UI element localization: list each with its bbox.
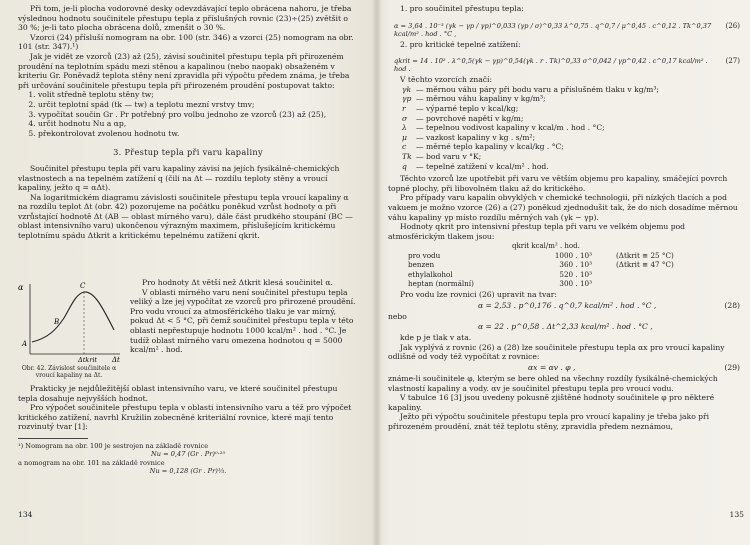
- qkrit-table: [408, 242, 678, 288]
- y-axis-label: α: [18, 283, 24, 292]
- symbol: σ: [402, 113, 408, 123]
- left-intro: [18, 4, 358, 243]
- figure-42: [14, 278, 124, 382]
- paragraph-qkrit-values: Hodnoty qkrit pro intensivní přestup tepla při varu ve velkém objemu pod atmosférickým tlakem jsou:: [388, 222, 686, 241]
- paragraph-water: Pro vodu lze rovnici (26) upravit na tvar:: [400, 290, 557, 300]
- equation-27: qkrit = 14 . 10² . λ^0,5(γk − γp)^0,54(γk . r . Tk)^0,33 σ^0,042 / γp^0,42 . c^0,17 kcal/m² . hod .: [394, 57, 708, 74]
- table-cell: ethylalkohol: [408, 269, 453, 279]
- symbol-meaning: — tepelné zatížení v kcal/m² . hod.: [416, 161, 549, 171]
- table-cell: 520 . 10³: [559, 269, 592, 279]
- footnote-equation-1: Nu = 0,47 (Gr . Pr)⁰·²⁵: [151, 450, 225, 459]
- equation-28-alt-block: [388, 321, 744, 333]
- section-paragraph-5: Prakticky je nejdůležitější oblast intensivního varu, ve které součinitel přestupu tepla dosahuje nejvyšších hodnot.: [18, 384, 338, 403]
- equation-29-number: (29): [724, 363, 740, 373]
- symbol-meaning: — bod varu v °K;: [416, 151, 482, 161]
- table-cell: 300 . 10³: [559, 278, 592, 288]
- equation-29-block: [388, 362, 744, 374]
- intro-paragraph-1: Při tom, je-li plocha vodorovné desky odevzdávající teplo obrácena nahoru, je třeba výslednou hodnotu součinitele přestupu tepla z příslušných rovnic (23)÷(25) zvětšit o 30 %; je-li tato plocha obrácena dolů, zmenšit o 30 %.: [18, 4, 352, 33]
- symbol-meaning: — výparné teplo v kcal/kg;: [416, 103, 519, 113]
- symbol-row: [402, 133, 744, 143]
- table-cell: [596, 270, 678, 279]
- table-cell: [596, 279, 678, 288]
- symbol: γk: [402, 84, 412, 94]
- symbol-row: [402, 94, 744, 104]
- paragraph-table-16: V tabulce 16 [3] jsou uvedeny pokusně zjištěné hodnoty součinitele φ pro některé kapaliny.: [388, 393, 715, 412]
- footnote-equation-2: Nu = 0,128 (Gr . Pr)⅓.: [149, 467, 227, 476]
- paragraph-technology: Pro případy varu kapalin obvyklých v chemické technologii, při nízkých tlacích a pod vakuem je možno vzorce (26) a (27) poněkud zjednodušit tak, že do nich dosadíme měrnou váhu kapaliny γp místo rozdílu měrných vah (γk − γp).: [388, 193, 738, 222]
- section-paragraph-1: Součinitel přestupu tepla při varu kapaliny závisí na jejích fysikálně-chemických vlastnostech a na tepelném zatížení q (čili na Δt — rozdílu teploty stěny a vroucí kapaliny, ježto q = αΔt).: [18, 163, 340, 193]
- paragraph-phi: známe-li součinitele φ, kterým se bere ohled na všechny rozdíly fysikálně-chemických vlastností kapaliny a vody. αv je součinitel přestupu tepla pro vroucí vodu.: [388, 374, 718, 393]
- table-cell: 1000 . 10³: [554, 251, 592, 261]
- critical-label: Δtkrit: [78, 356, 98, 362]
- item-1-heading: 1. pro součinitel přestupu tepla:: [400, 4, 524, 13]
- left-figure-side-text: [130, 278, 358, 355]
- left-page-number: 134: [18, 510, 33, 519]
- section-paragraph-2: Na logaritmickém diagramu závislosti součinitele přestupu tepla vroucí kapaliny α na rozdílu teplot Δt (obr. 42) pozorujeme na počátku poněkud vzrůst hodnoty α při vzrůstající hodnotě Δt (AB — oblast mírného varu), dále část prudkého stoupání (BC — oblast intensivního varu) ukončenou výrazným maximem, příslušejícím kritickému teplotnímu spádu Δtkrit a kritickému tepelnému zatížení qkrit.: [18, 192, 353, 241]
- paragraph-ratio: Jak vyplývá z rovnic (26) a (28) lze součinitele přestupu tepla αx pro vroucí kapaliny odlišné od vody též vypočítat z rovnice:: [388, 342, 725, 362]
- footnote-1: ¹) Nomogram na obr. 100 je sestrojen na základě rovnice: [18, 441, 209, 450]
- table-cell: pro vodu: [408, 251, 441, 261]
- item-2-heading: 2. pro kritické tepelné zatížení:: [400, 39, 521, 49]
- boiling-curve: [32, 292, 114, 342]
- table-cell: benzen: [408, 260, 435, 270]
- symbol-meaning: — povrchové napětí v kg/m;: [416, 113, 524, 123]
- equation-26-block: [388, 16, 744, 38]
- symbol-meaning: — měrnou váhu páry při bodu varu a příslušném tlaku v kg/m³;: [416, 84, 659, 94]
- equation-29: αx = αv . φ ,: [528, 363, 576, 373]
- section-heading: 3. Přestup tepla při varu kapaliny: [113, 147, 263, 158]
- symbol: Tk: [402, 151, 412, 161]
- left-page: [0, 0, 372, 545]
- book-gutter: [372, 0, 382, 545]
- symbol-meaning: — měrnou váhu kapaliny v kg/m³;: [416, 94, 546, 104]
- symbol: q: [402, 161, 407, 171]
- symbol-meaning: — tepelnou vodivost kapaliny v kcal/m . hod . °C;: [416, 123, 605, 133]
- equation-27-number: (27): [725, 57, 740, 66]
- right-page-number: 135: [729, 510, 744, 519]
- symbol-row: [402, 152, 744, 162]
- intro-paragraph-3: Jak je vidět ze vzorců (23) až (25), závisí součinitel přestupu tepla při přirozeném proudění na teplotním spádu mezi stěnou a kapalinou (nebo naopak) obsaženém v kriteriu Gr. Poněvadž teplota stěny není zpravidla při výpočtu předem známa, je třeba při určování součinitele přestupu tepla při přirozeném proudění postupovat takto:: [18, 51, 350, 90]
- symbol-row: [402, 142, 744, 152]
- symbol-row: [402, 162, 744, 172]
- step-item: 2. určit teplotní spád (tk — tw) a teplotu mezní vrstvy tmv;: [38, 100, 358, 110]
- symbol: γp: [402, 94, 412, 104]
- intro-paragraph-2: Vzorci (24) přísluší nomogram na obr. 100 (str. 346) a vzorci (25) nomogram na obr. 101 (str. 347).¹): [18, 32, 354, 52]
- equation-26-number: (26): [725, 21, 740, 30]
- table-cell: (Δtkrit ≅ 47 °C): [616, 260, 674, 270]
- procedure-steps: [18, 90, 358, 138]
- table-cell: heptan (normální): [408, 278, 474, 288]
- point-a-label: A: [22, 340, 28, 348]
- equation-28-alt: α = 22 . p^0,58 . Δt^2,33 kcal/m² . hod . °C ,: [478, 322, 653, 332]
- section-paragraph-4: V oblasti mírného varu není součinitel přestupu tepla veliký a lze jej vypočítat ze vzorců pro přirozené proudění. Pro vodu vroucí za atmosférického tlaku je var mírný, pokud Δt < 5 °C, při čemž součinitel přestupu tepla v této oblasti nepřestupuje hodnotu 1000 kcal/m² . hod . °C. Je tudíž oblast mírného varu omezena hodnotou q = 5000 kcal/m² . hod.: [130, 287, 356, 355]
- symbol-meaning: — vazkost kapaliny v kg . s/m²;: [416, 132, 535, 142]
- symbol-row: [402, 114, 744, 124]
- right-page: [382, 0, 750, 545]
- symbol-row: [402, 104, 744, 114]
- symbol-row: [402, 85, 744, 95]
- section-paragraph-3: Pro hodnoty Δt větší než Δtkrit klesá součinitel α.: [142, 278, 333, 287]
- paragraph-pressure: kde p je tlak v ata.: [400, 333, 472, 343]
- table-row: [408, 270, 678, 279]
- table-header: qkrit kcal/m² . hod.: [512, 242, 580, 251]
- table-header-row: [408, 242, 678, 251]
- equation-28: α = 2,53 . p^0,176 . q^0,7 kcal/m² . hod . °C ,: [478, 300, 657, 310]
- right-content: [388, 4, 744, 432]
- point-c-label: C: [80, 282, 86, 290]
- symbol-row: [402, 123, 744, 133]
- symbols-list: [388, 85, 744, 171]
- figure-42-graph: [14, 278, 124, 362]
- symbol: r: [402, 103, 406, 113]
- table-row: [408, 260, 678, 269]
- equation-27-block: [388, 51, 744, 73]
- footnote-rule: [18, 438, 88, 439]
- table-cell: (Δtkrit ≅ 25 °C): [616, 251, 674, 261]
- point-b-label: B: [54, 318, 60, 326]
- equation-28-block: [388, 300, 744, 312]
- x-axis-label: Δt: [112, 356, 120, 362]
- symbol: λ: [402, 123, 407, 133]
- symbols-intro: V těchto vzorcích značí:: [400, 75, 493, 85]
- symbol-meaning: — měrné teplo kapaliny v kcal/kg . °C;: [416, 142, 564, 152]
- equation-26: α = 3,64 . 10⁻³ (γk − γp / γp)^0,033 (γp / σ)^0,33 λ^0,75 . q^0,7 / μ^0,45 . c^0,12 . Tk^0,37 kcal/m² . hod . °C ,: [394, 21, 712, 38]
- equation-28-number: (28): [724, 300, 740, 310]
- left-bottom-text: [18, 384, 358, 476]
- or-word: nebo: [388, 311, 407, 321]
- step-item: 4. určit hodnotu Nu a αp,: [38, 119, 358, 129]
- footnote-2: a nomogram na obr. 101 na základě rovnice: [18, 458, 165, 467]
- figure-caption: Obr. 42. Závislost součinitele α vroucí kapaliny na Δt.: [21, 364, 117, 379]
- section-paragraph-6: Pro výpočet součinitele přestupu tepla v oblasti intensivního varu a též pro výpočet kritického zatížení, navrhl Kružilin zobecněné kriteriální rovnice, které mají tento rozvinutý tvar [1]:: [18, 403, 352, 432]
- table-row: [408, 251, 678, 260]
- step-item: 1. volit středně teplotu stěny tw;: [38, 90, 358, 100]
- step-item: 5. překontrolovat zvolenou hodnotu tw.: [38, 129, 358, 139]
- paragraph-last: Ježto při výpočtu součinitele přestupu tepla pro vroucí kapaliny je třeba jako při přirozeném proudění, znát též teplotu stěny, zpravidla předem neznámou,: [388, 412, 710, 432]
- table-row: [408, 279, 678, 288]
- table-cell: 360 . 10³: [559, 260, 592, 270]
- symbol: μ: [402, 132, 407, 142]
- symbol: c: [402, 142, 407, 152]
- paragraph-usage: Těchto vzorců lze upotřebit při varu ve větším objemu pro kapaliny, smáčející povrch topné plochy, při libovolném tlaku až do kritického.: [388, 174, 728, 193]
- step-item: 3. vypočítat součin Gr . Pr potřebný pro volbu jednoho ze vzorců (23) až (25),: [38, 110, 358, 120]
